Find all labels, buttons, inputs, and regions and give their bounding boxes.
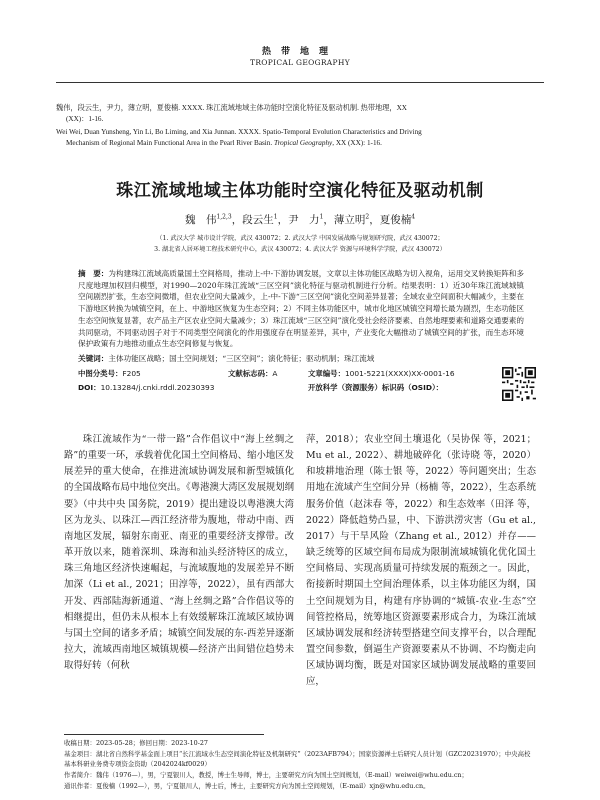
document-code: 文献标志码：A — [228, 369, 278, 378]
footnote-fund: 基金项目：湖北省自然科学基金面上项目“长江流域水生态空间演化特征及机制研究”（2023AFB794）；国家资源禅士后研究人员计划（GZC20231970）；中央高校基本科研业务费专项资金资助（2042024kf0029） — [64, 750, 531, 769]
citation-en-line2 — [56, 138, 554, 149]
affiliation-line2: 3. 湖北省人居环境工程技术研究中心，武汉 430072；4. 武汉大学 资源与环境科学学院，武汉 430072） — [154, 246, 446, 253]
journal-name-cn: 热带地理 — [261, 47, 338, 57]
osid-label: 开放科学（资源服务）标识码（OSID）： — [308, 383, 444, 392]
keywords — [78, 353, 524, 364]
footnote-author: 作者简介：魏伟（1976—），男，宁夏银川人，教授，博士生导师，博士，主要研究方向为国土空间规划，（E-mail）weiwei@whu.edu.cn； — [64, 771, 468, 779]
citation-en-line2-b: , XX (XX): 1-16. — [332, 139, 382, 147]
author: 夏俊楠$^4$ — [379, 213, 416, 226]
author: 段云生$^1$ — [242, 213, 278, 226]
keywords-text: 主体功能区战略；国土空间规划；“三区空间”；演化特征；驱动机制；珠江流域 — [108, 354, 375, 363]
clc-number: 中图分类号：F205 — [78, 369, 141, 378]
citation-en-line2-a: Mechanism of Regional Main Functional Area in the Pearl River Basin. — [66, 139, 274, 147]
qr-code-icon[interactable] — [502, 367, 536, 401]
footnote-corresponding: 通讯作者：夏俊楠（1992—），男，宁夏银川人，博士后，博士，主要研究方向为国土空间规划，（E-mail）xjn@whu.edu.cn。 — [64, 782, 430, 790]
citation-cn-line2: (XX)：1-16. — [66, 115, 104, 123]
body-left-column — [64, 432, 294, 674]
header-rule — [56, 82, 544, 83]
abstract-text: 为构建珠江流域高质量国土空间格局，推动上-中-下游协调发展，文章以主体功能区战略为切入视角，运用交叉转换矩阵和多尺度地理加权回归模型，对1990—2020年珠江流域“三区空间”演化特征与驱动机制进行分析。结果表明：1）近30年珠江流域城镇空间剧烈扩张，生态空间微增，但农业空间大量减少，上-中-下游“三区空间”演化空间差异显著；全域农业空间面积大幅减少，主要在下游地区转换为城镇空间，在上、中游地区恢复为生态空间；2）不同主体功能区中，城市化地区城镇空间增长最为剧烈，生态功能区生态空间恢复显著，农产品主产区农业空间大量减少；3）珠江流域“三区空间”演化受社会经济要素、自然地理要素和道路交通要素的共同驱动，不同驱动因子对于不同类型空间演化的作用强度存在明显差异，其中，产业变化大幅推动了城镇空间的扩张，而生态环境保护政策有力地推动重点生态空间修复与恢复。 — [78, 269, 524, 349]
paper-title: 珠江流域地域主体功能时空演化特征及驱动机制 — [116, 181, 484, 201]
body-right-column — [306, 432, 536, 691]
journal-name-en: TROPICAL GEOGRAPHY — [250, 58, 350, 67]
affiliation-line1: （1. 武汉大学 城市设计学院，武汉 430072；2. 武汉大学 中国发展战略与规划研究院，武汉 430072； — [156, 235, 444, 242]
footnote-received: 收稿日期：2023-05-28；修回日期：2023-10-27 — [64, 739, 208, 747]
author: 尹 力$^1$ — [288, 213, 324, 226]
doi[interactable]: DOI：10.13284/j.cnki.rddl.20230393 — [78, 383, 215, 392]
body-paragraph: 珠江流域作为“一带一路”合作倡议中“海上丝绸之路”的重要一环，承载着优化国土空间格局、缩小地区发展差异的重大使命，在推进流域协调发展和新型城镇化的全国战略布局中地位突出。《粤港澳大湾区发展规划纲要》（中共中央 国务院，2019）提出建设以粤港澳大湾区为龙头、以珠江—西江经济带为腹地，带动中南、西南地区发展，辐射东南亚、南亚的重要经济支撑带。改革开放以来，随着深圳、珠海和汕头经济特区的成立，珠三角地区经济快速崛起，与流域腹地的发展差异不断加深（Li et al., 2021；田淳等，2022），虽有西部大开发、西部陆海新通道、“海上丝绸之路”合作倡议等的相继提出，但仍未从根本上有效缓解珠江流域区域协调与国土空间的诸多矛盾；城镇空间发展的东-西差异逐渐拉大，流域西南地区城镇规模—经济产出间错位趋势未取得好转（何秋 — [64, 434, 294, 672]
keywords-label: 关键词： — [78, 354, 109, 363]
author: 薄立明$^2$ — [333, 213, 370, 226]
citation-cn-line1: 魏伟，段云生，尹力，薄立明，夏俊楠. XXXX. 珠江流域地域主体功能时空演化特征及驱动机制. 热带地理，XX — [56, 104, 407, 112]
article-number: 文章编号：1001-5221(XXXX)XX-0001-16 — [308, 369, 455, 378]
author: 魏 伟$^{1,2,3}$ — [184, 213, 232, 226]
abstract-label: 摘 要： — [78, 269, 109, 278]
footnote-rule — [64, 734, 264, 735]
abstract — [78, 268, 524, 350]
citation-en-line1: Wei Wei, Duan Yunsheng, Yin Li, Bo Liming, and Xia Junnan. XXXX. Spatio-Temporal Evolution Characteristics and Driving — [56, 128, 422, 136]
author-list: 魏 伟$^{1,2,3}$，段云生$^1$，尹 力$^1$，薄立明$^2$，夏俊楠$^4$ — [184, 213, 416, 226]
body-paragraph: 萍，2018）；农业空间土壤退化（吴协保 等，2021；Mu et al., 2022）、耕地破碎化（张诗晓 等，2020）和坡耕地治理（陈士银 等，2022）等问题突出；生态用地在流域产生空间分异（杨楠 等，2022），生态系统服务价值（赵沫春 等，2022）和生态效率（田泽 等，2022）降低趋势凸显，中、下游洪涝灾害（Gu et al., 2017）与干旱风险（Zhang et al., 2012）并存——缺乏统筹的区域空间布局成为限制流域城镇化优化国土空间格局、实现高质量可持续发展的瓶颈之一。因此，衔接新时期国土空间治理体系，以主体功能区为纲，国土空间规划为目，构建有序协调的“城镇-农业-生态”空间管控格局，统筹地区资源要素形成合力，为珠江流域区域协调发展和经济转型搭建空间支撑平台，以合理配置空间参数，倒逼生产资源要素从不协调、不均衡走向区域协调均衡，既是对国家区域协调发展战略的重要回应， — [306, 434, 536, 688]
citation-en-journal: Tropical Geography — [274, 139, 333, 147]
